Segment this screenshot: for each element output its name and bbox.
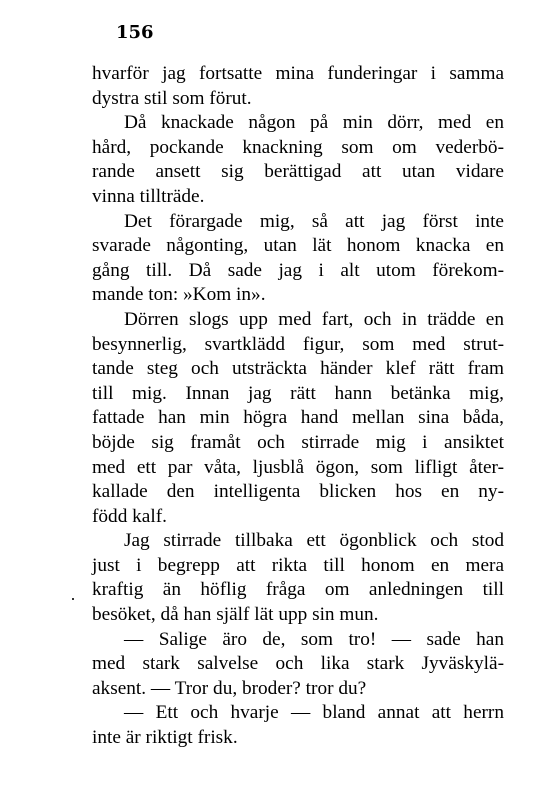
text-line: mande ton: »Kom in». [92, 284, 266, 306]
text-line: dystra stil som förut. [92, 87, 252, 109]
ink-speck [72, 598, 74, 600]
text-line: tande steg och utsträckta händer klef rätt fram [92, 358, 504, 380]
text-line: besynnerlig, svartklädd figur, som med strut- [92, 333, 504, 355]
text-line: hvarför jag fortsatte mina funderingar i samma [92, 63, 504, 84]
text-line: rande ansett sig berättigad att utan vidare [92, 161, 504, 183]
text-line: med ett par våta, ljusblå ögon, som lifligt åter- [92, 456, 504, 478]
text-line: född kalf. [92, 505, 167, 527]
text-line: böjde sig framåt och stirrade mig i ansiktet [92, 431, 504, 453]
text-line: — Salige äro de, som tro! — sade han [124, 628, 504, 650]
text-line: inte är riktigt frisk. [92, 727, 238, 749]
text-line: gång till. Då sade jag i alt utom förekom- [92, 259, 504, 281]
text-line: fattade han min högra hand mellan sina båda, [92, 407, 504, 429]
text-line: Det förargade mig, så att jag först inte [124, 210, 504, 232]
text-line: Då knackade någon på min dörr, med en [124, 112, 504, 134]
text-line: svarade någonting, utan lät honom knacka en [92, 235, 504, 257]
text-line: med stark salvelse och lika stark Jyväskylä- [92, 653, 504, 675]
body-text [92, 62, 504, 751]
text-line: Dörren slogs upp med fart, och in trädde en [124, 308, 504, 330]
text-line: till mig. Innan jag rätt hann betänka mig, [92, 382, 504, 404]
text-line: — Ett och hvarje — bland annat att herrn [124, 702, 504, 724]
text-line: aksent. — Tror du, broder? tror du? [92, 677, 367, 699]
page-number: 156 [116, 22, 154, 43]
text-line: kraftig än höflig fråga om anledningen till [92, 579, 504, 601]
text-line: Jag stirrade tillbaka ett ögonblick och stod [124, 530, 504, 552]
text-line: just i begrepp att rikta till honom en mera [92, 554, 504, 576]
text-line: besöket, då han själf lät upp sin mun. [92, 604, 379, 626]
text-line: hård, pockande knackning som om vederbö- [92, 136, 504, 158]
text-line: vinna tillträde. [92, 185, 205, 207]
text-line: kallade den intelligenta blicken hos en ny- [92, 481, 504, 503]
